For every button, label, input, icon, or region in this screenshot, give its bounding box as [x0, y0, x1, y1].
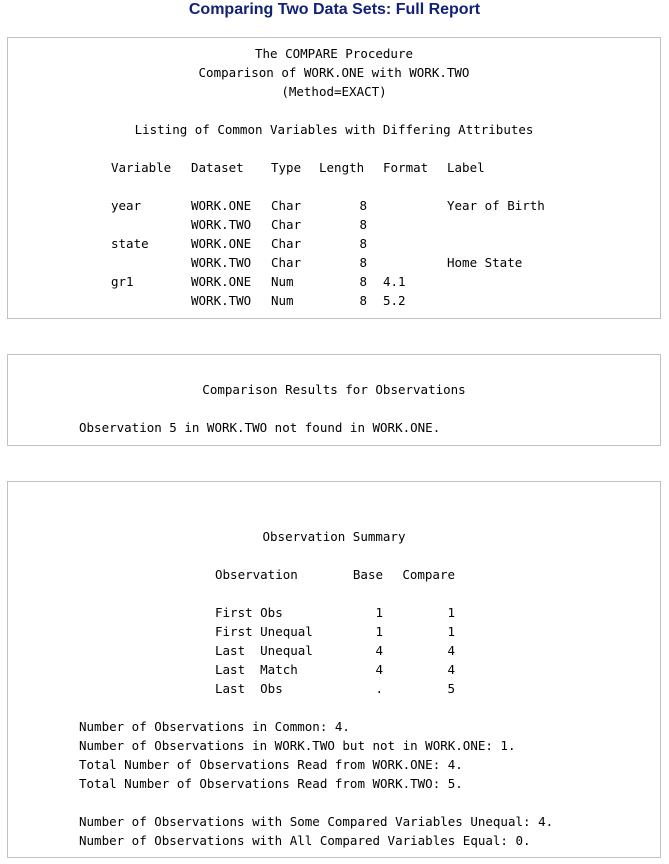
summary-title: Observation Summary — [262, 529, 406, 544]
observation-summary-panel — [7, 481, 661, 858]
listing-title: Listing of Common Variables with Differing Attributes — [134, 122, 534, 137]
header-type: Type — [271, 160, 302, 175]
cell-variable: gr1 — [111, 274, 134, 289]
cell-type: Char — [271, 198, 302, 213]
cell-type: Char — [271, 236, 302, 251]
cell-length: 8 — [359, 198, 367, 213]
cell-type: Char — [271, 217, 302, 232]
cell-length: 8 — [359, 255, 367, 270]
cell-compare: 4 — [447, 662, 455, 677]
cell-base: 1 — [375, 624, 383, 639]
cell-compare: 1 — [447, 624, 455, 639]
cell-compare: 5 — [447, 681, 455, 696]
header-compare: Compare — [402, 567, 455, 582]
results-message: Observation 5 in WORK.TWO not found in WORK.ONE. — [79, 420, 441, 435]
cell-type: Char — [271, 255, 302, 270]
cell-dataset: WORK.ONE — [191, 198, 252, 213]
cell-observation: Last Obs — [215, 681, 283, 696]
header-observation: Observation — [215, 567, 298, 582]
cell-format: 5.2 — [383, 293, 406, 308]
report-title: Comparing Two Data Sets: Full Report — [188, 1, 481, 18]
cell-format: 4.1 — [383, 274, 406, 289]
header-length: Length — [319, 160, 365, 175]
cell-base: 4 — [375, 643, 383, 658]
cell-variable: year — [111, 198, 142, 213]
results-title: Comparison Results for Observations — [202, 382, 466, 397]
cell-dataset: WORK.ONE — [191, 274, 252, 289]
comparison-line: Comparison of WORK.ONE with WORK.TWO — [198, 65, 470, 80]
stat-line: Number of Observations in WORK.TWO but not in WORK.ONE: 1. — [79, 738, 516, 753]
attributes-panel — [7, 37, 661, 319]
cell-length: 8 — [359, 217, 367, 232]
cell-dataset: WORK.TWO — [191, 293, 252, 308]
cell-dataset: WORK.TWO — [191, 217, 252, 232]
cell-compare: 4 — [447, 643, 455, 658]
method-line: (Method=EXACT) — [281, 84, 387, 99]
stat-line: Number of Observations with All Compared Variables Equal: 0. — [79, 833, 531, 848]
cell-label: Home State — [447, 255, 523, 270]
cell-length: 8 — [359, 293, 367, 308]
header-variable: Variable — [111, 160, 172, 175]
stat-line: Number of Observations in Common: 4. — [79, 719, 350, 734]
cell-type: Num — [271, 293, 294, 308]
cell-observation: First Obs — [215, 605, 283, 620]
cell-base: 4 — [375, 662, 383, 677]
cell-dataset: WORK.TWO — [191, 255, 252, 270]
cell-variable: state — [111, 236, 149, 251]
cell-dataset: WORK.ONE — [191, 236, 252, 251]
cell-base: . — [375, 681, 383, 696]
cell-observation: First Unequal — [215, 624, 313, 639]
cell-observation: Last Unequal — [215, 643, 313, 658]
cell-base: 1 — [375, 605, 383, 620]
header-dataset: Dataset — [191, 160, 244, 175]
stat-line: Total Number of Observations Read from WORK.ONE: 4. — [79, 757, 463, 772]
proc-title: The COMPARE Procedure — [254, 46, 414, 61]
cell-length: 8 — [359, 236, 367, 251]
cell-label: Year of Birth — [447, 198, 545, 213]
cell-length: 8 — [359, 274, 367, 289]
header-label: Label — [447, 160, 485, 175]
stat-line: Number of Observations with Some Compared Variables Unequal: 4. — [79, 814, 554, 829]
stat-line: Total Number of Observations Read from WORK.TWO: 5. — [79, 776, 463, 791]
header-format: Format — [383, 160, 429, 175]
header-base: Base — [352, 567, 383, 582]
cell-type: Num — [271, 274, 294, 289]
cell-observation: Last Match — [215, 662, 298, 677]
observation-results-panel — [7, 354, 661, 446]
cell-compare: 1 — [447, 605, 455, 620]
